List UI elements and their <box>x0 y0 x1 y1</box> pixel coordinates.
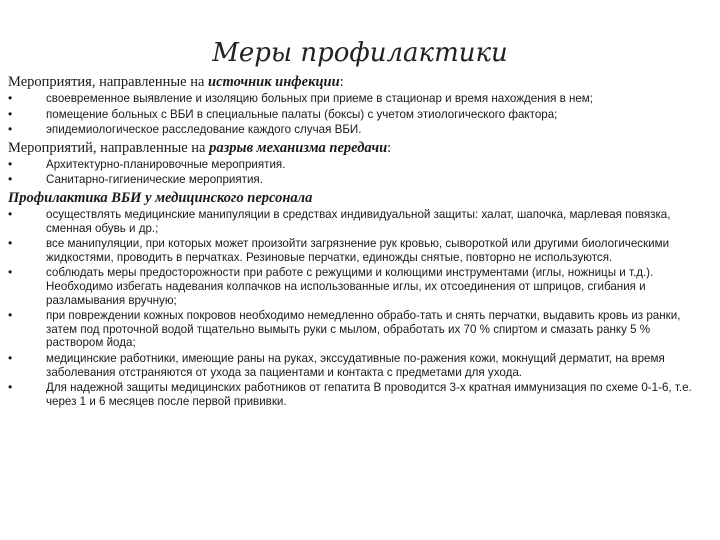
content <box>8 72 708 410</box>
bullet-list-source <box>8 92 708 137</box>
list-item: • Архитектурно-планировочные мероприятия. <box>8 158 708 172</box>
list-item: • соблюдать меры предосторожности при работе с режущими и колющими инструментами (иглы, ножницы и т.д.). Необходимо избегать надевания колпачков на использованные иглы, их отсоединения от шприцов, сгибания и разламывания вручную; <box>8 266 708 307</box>
heading-emphasis: источник инфекции <box>208 74 340 90</box>
section-heading-source <box>8 73 708 91</box>
section-heading-staff: Профилактика ВБИ у медицинского персонала <box>8 189 313 206</box>
bullet-list-staff <box>8 208 708 408</box>
list-item: • Санитарно-гигиенические мероприятия. <box>8 173 708 187</box>
list-item: • эпидемиологическое расследование каждого случая ВБИ. <box>8 123 708 137</box>
list-item: • своевременное выявление и изоляцию больных при приеме в стационар и время нахождения в нем; <box>8 92 708 106</box>
list-item: • при повреждении кожных покровов необходимо немедленно обрабо-тать и снять перчатки, выдавить кровь из ранки, затем под проточной водой тщательно вымыть руки с мылом, обработать их 70 % спиртом и смазать ранку 5 % раствором йода; <box>8 309 708 350</box>
list-item: • медицинские работники, имеющие раны на руках, экссудативные по-ражения кожи, мокнущий дерматит, на время заболевания отстраняются от ухода за пациентами и контакта с предметами для ухода. <box>8 352 708 379</box>
heading-tail: : <box>339 74 344 90</box>
heading-text: Мероприятия, направленные на <box>8 74 209 90</box>
bullet-list-transmission <box>8 158 708 187</box>
heading-text: Мероприятий, направленные на <box>8 139 210 156</box>
list-item: • осуществлять медицинские манипуляции в средствах индивидуальной защиты: халат, шапочка, марлевая повязка, сменная обувь и др.; <box>8 208 708 235</box>
list-item: • помещение больных с ВБИ в специальные палаты (боксы) с учетом этиологического фактора; <box>8 108 708 122</box>
list-item: • Для надежной защиты медицинских работников от гепатита В проводится 3-х кратная иммунизация по схеме 0-1-6, т.е. через 1 и 6 месяцев после первой прививки. <box>8 381 708 408</box>
section-heading-transmission <box>8 139 708 157</box>
heading-emphasis: разрыв механизма передачи <box>209 139 388 156</box>
heading-tail: : <box>387 139 392 156</box>
page-title: Меры профилактики <box>212 38 508 68</box>
list-item: • все манипуляции, при которых может произойти загрязнение рук кровью, сывороткой или другими биологическими жидкостями, проводить в перчатках. Резиновые перчатки, единожды снятые, повторно не используются. <box>8 237 708 264</box>
